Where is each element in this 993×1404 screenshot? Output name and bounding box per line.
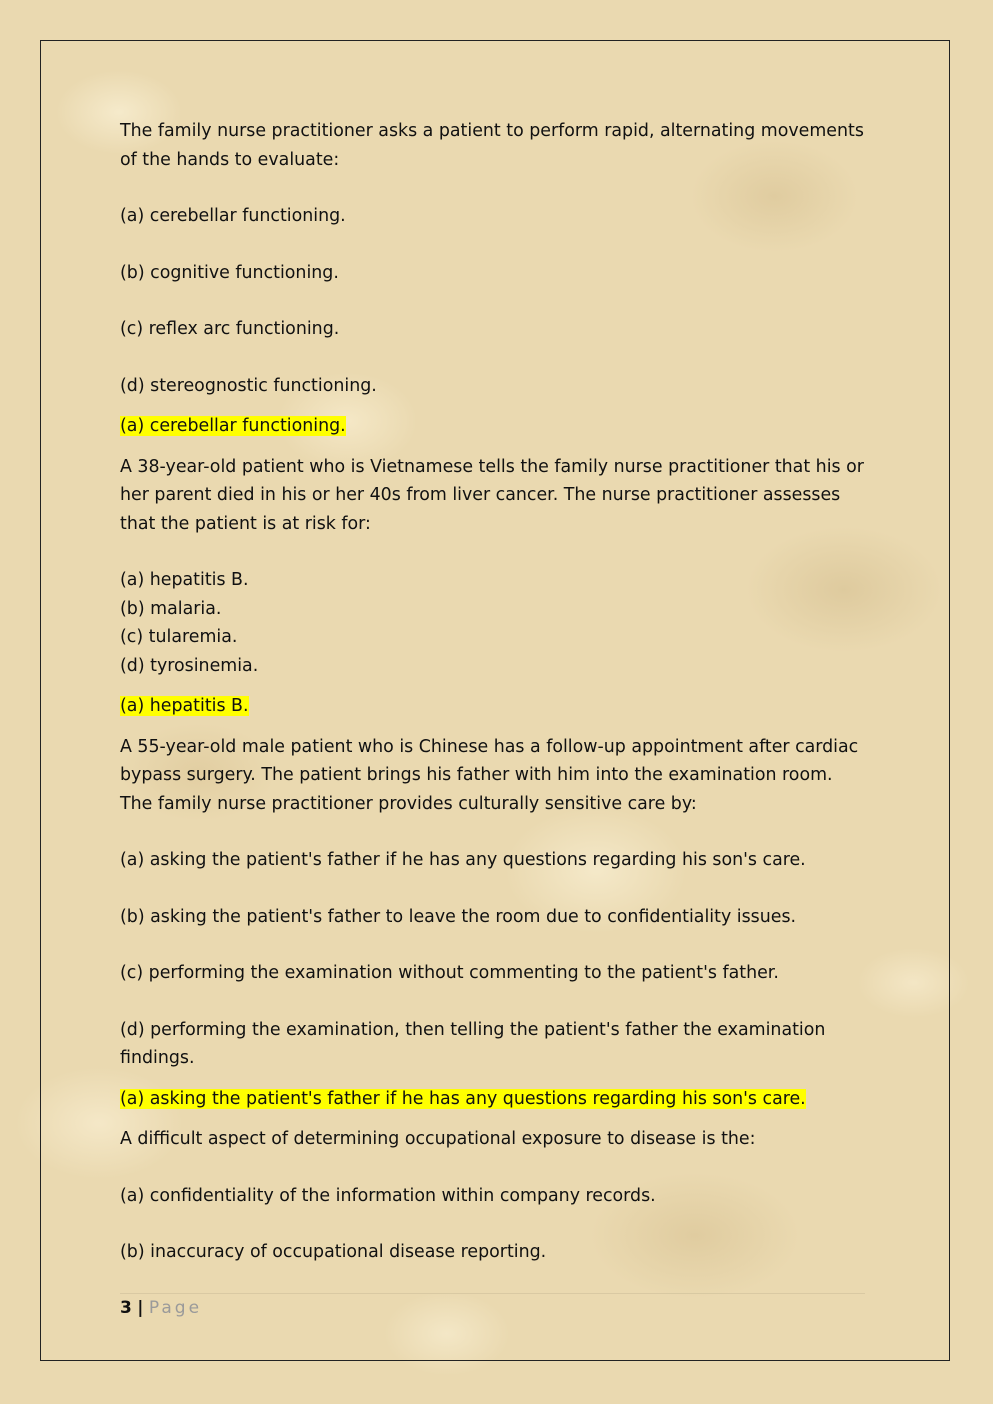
page-label: Page (148, 1298, 203, 1318)
question-3-stem: A 55-year-old male patient who is Chinese has a follow-up appointment after cardiac bypass surgery. The patient brings his father with him into the examination room. The family nurse practitioner provides culturally sensitive care by: (120, 736, 859, 814)
question-1-answer-highlight: (a) cerebellar functioning. (120, 416, 346, 436)
question-4-option-a: (a) confidentiality of the information within company records. (120, 1185, 656, 1206)
question-2-option-a: (a) hepatitis B. (120, 570, 249, 590)
footer-separator: | (137, 1298, 144, 1318)
question-3-option-c: (c) performing the examination without commenting to the patient's father. (120, 963, 779, 983)
page-footer (120, 1293, 865, 1322)
question-3-option-b: (b) asking the patient's father to leave the room due to confidentiality issues. (120, 906, 797, 927)
question-4-stem: A difficult aspect of determining occupational exposure to disease is the: (120, 1129, 756, 1149)
question-2-stem: A 38-year-old patient who is Vietnamese tells the family nurse practitioner that his or her parent died in his or her 40s from liver cancer. The nurse practitioner assesses that the patient is at risk for: (120, 456, 864, 534)
question-3-option-a: (a) asking the patient's father if he has any questions regarding his son's care. (120, 850, 806, 870)
document-body (120, 117, 865, 1267)
question-1-stem: The family nurse practitioner asks a patient to perform rapid, alternating movements of the hands to evaluate: (120, 121, 864, 170)
question-1-option-d: (d) stereognostic functioning. (120, 375, 377, 396)
question-3-answer (120, 1085, 865, 1114)
question-2-option-b: (b) malaria. (120, 598, 222, 619)
question-3-answer-highlight: (a) asking the patient's father if he has any questions regarding his son's care. (120, 1088, 806, 1109)
question-3-option-d: (d) performing the examination, then telling the patient's father the examination findings. (120, 1019, 826, 1068)
question-2-option-d: (d) tyrosinemia. (120, 655, 259, 676)
question-1-option-b: (b) cognitive functioning. (120, 262, 339, 283)
question-2-answer-highlight: (a) hepatitis B. (120, 696, 249, 716)
question-1-answer (120, 412, 865, 441)
page-number: 3 (120, 1298, 132, 1318)
question-2-answer (120, 692, 865, 721)
question-2-option-c: (c) tularemia. (120, 627, 238, 647)
question-1-option-a: (a) cerebellar functioning. (120, 206, 346, 226)
question-4-option-b: (b) inaccuracy of occupational disease reporting. (120, 1242, 547, 1262)
question-1-option-c: (c) reflex arc functioning. (120, 319, 340, 339)
